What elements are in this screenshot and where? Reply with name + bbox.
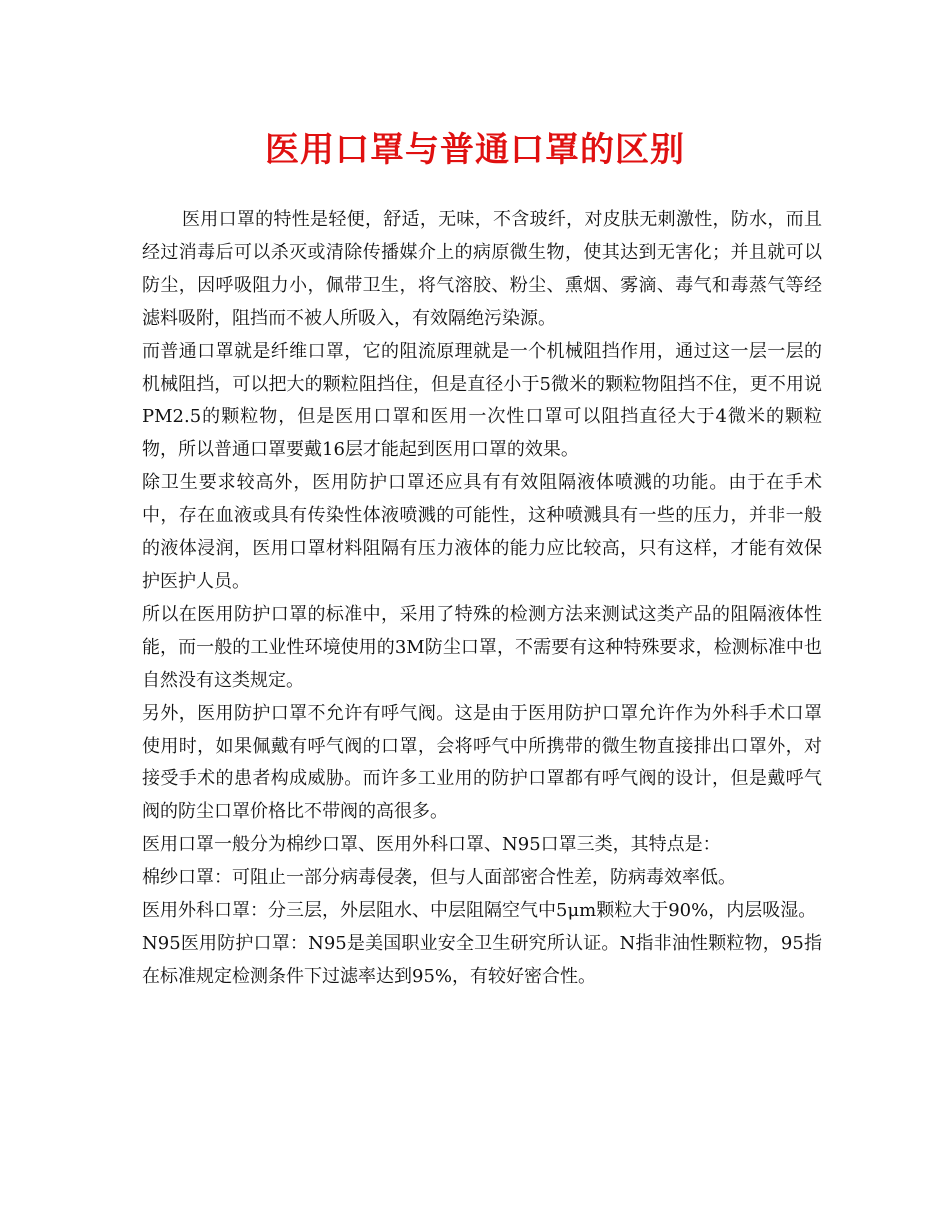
paragraph: 医用口罩的特性是轻便，舒适，无味，不含玻纤，对皮肤无刺激性，防水，而且经过消毒后可以杀灭或清除传播媒介上的病原微生物，使其达到无害化；并且就可以防尘，因呼吸阻力小，佩带卫生，将气溶胶、粉尘、熏烟、雾滴、毒气和毒蒸气等经滤料吸附，阻挡而不被人所吸入，有效隔绝污染源。: [142, 209, 822, 329]
paragraph: 另外，医用防护口罩不允许有呼气阀。这是由于医用防护口罩允许作为外科手术口罩使用时，如果佩戴有呼气阀的口罩，会将呼气中所携带的微生物直接排出口罩外，对接受手术的患者构成威胁。而许多工业用的防护口罩都有呼气阀的设计，但是戴呼气阀的防尘口罩价格比不带阀的高很多。: [142, 702, 822, 823]
paragraph: 棉纱口罩：可阻止一部分病毒侵袭，但与人面部密合性差，防病毒效率低。: [142, 867, 736, 889]
paragraph: 医用口罩一般分为棉纱口罩、医用外科口罩、N95口罩三类，其特点是：: [142, 834, 721, 856]
document-title: 医用口罩与普通口罩的区别: [265, 130, 685, 170]
paragraph: 所以在医用防护口罩的标准中，采用了特殊的检测方法来测试这类产品的阻隔液体性能，而一般的工业性环境使用的3M防尘口罩，不需要有这种特殊要求，检测标准中也自然没有这类规定。: [142, 603, 822, 691]
paragraph: 医用外科口罩：分三层，外层阻水、中层阻隔空气中5μm颗粒大于90%，内层吸湿。: [142, 900, 817, 922]
paragraph: 除卫生要求较高外，医用防护口罩还应具有有效阻隔液体喷溅的功能。由于在手术中，存在血液或具有传染性体液喷溅的可能性，这种喷溅具有一些的压力，并非一般的液体浸润，医用口罩材料阻隔有压力液体的能力应比较高，只有这样，才能有效保护医护人员。: [142, 472, 822, 592]
paragraph: 而普通口罩就是纤维口罩，它的阻流原理就是一个机械阻挡作用，通过这一层一层的机械阻挡，可以把大的颗粒阻挡住，但是直径小于5微米的颗粒物阻挡不住，更不用说PM2.5的颗粒物，但是医用口罩和医用一次性口罩可以阻挡直径大于4微米的颗粒物，所以普通口罩要戴16层才能起到医用口罩的效果。: [142, 340, 822, 461]
document-body: [142, 204, 822, 994]
paragraph: N95医用防护口罩：N95是美国职业安全卫生研究所认证。N指非油性颗粒物，95指在标准规定检测条件下过滤率达到95%，有较好密合性。: [142, 932, 822, 987]
